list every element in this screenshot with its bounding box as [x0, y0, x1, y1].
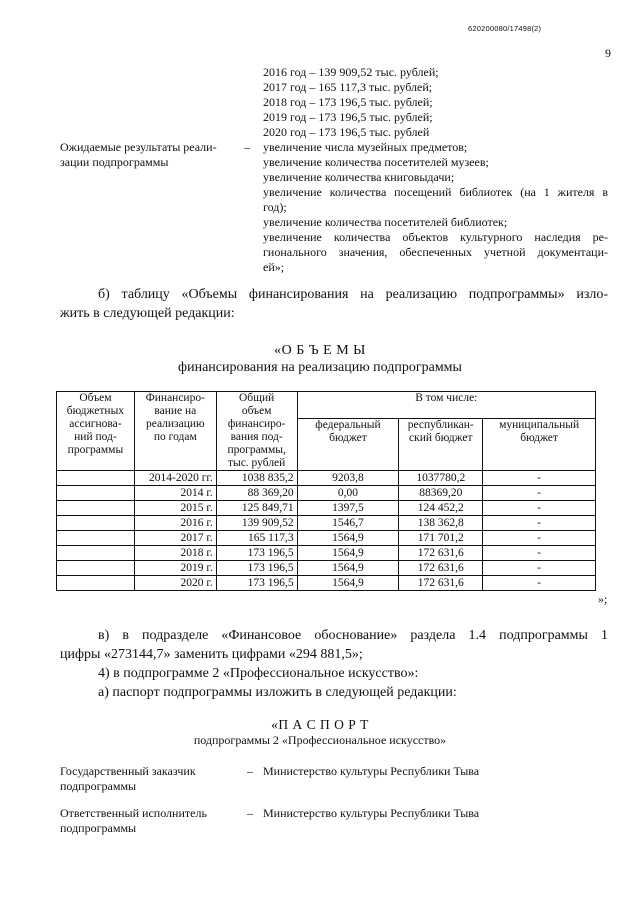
cell-period: 2020 г. [134, 576, 216, 591]
table-row [57, 471, 596, 486]
cell-empty [57, 576, 135, 591]
table-row [57, 546, 596, 561]
paragraph-a: а) паспорт подпрограммы изложить в следующей редакции: [98, 685, 457, 700]
passport-row-dash: – [247, 764, 253, 778]
cell-period: 2018 г. [134, 546, 216, 561]
cell-period: 2016 г. [134, 516, 216, 531]
cell-period: 2014-2020 гг. [134, 471, 216, 486]
cell-period: 2019 г. [134, 561, 216, 576]
result-line: год); [263, 200, 287, 214]
cell-federal: 1564,9 [297, 531, 399, 546]
cell-total: 125 849,71 [216, 501, 297, 516]
cell-regional: 138 362,8 [399, 516, 483, 531]
cell-federal: 1546,7 [297, 516, 399, 531]
table-subtitle: финансирования на реализацию подпрограммы [178, 360, 462, 375]
label-line: зации подпрограммы [60, 155, 169, 169]
header-funding-by-year: Финансиро- вание на реализацию по годам [134, 392, 216, 471]
cell-regional: 88369,20 [399, 486, 483, 501]
cell-municipal: - [483, 486, 596, 501]
table-row [57, 516, 596, 531]
cell-regional: 172 631,6 [399, 561, 483, 576]
cell-regional: 172 631,6 [399, 576, 483, 591]
expected-results-label [60, 140, 217, 170]
cell-empty [57, 546, 135, 561]
cell-federal: 1564,9 [297, 561, 399, 576]
cell-federal: 0,00 [297, 486, 399, 501]
cell-total: 173 196,5 [216, 546, 297, 561]
cell-empty [57, 516, 135, 531]
funding-year-line: 2020 год – 173 196,5 тыс. рублей [263, 125, 430, 139]
cell-period: 2017 г. [134, 531, 216, 546]
cell-municipal: - [483, 576, 596, 591]
header-municipal-budget: муниципальный бюджет [483, 418, 596, 470]
cell-municipal: - [483, 501, 596, 516]
result-line: гионального значения, обеспеченных учетной документаци- [263, 245, 608, 259]
cell-federal: 9203,8 [297, 471, 399, 486]
cell-regional: 172 631,6 [399, 546, 483, 561]
cell-empty [57, 531, 135, 546]
funding-year-line: 2017 год – 165 117,3 тыс. рублей; [263, 80, 433, 94]
cell-municipal: - [483, 546, 596, 561]
funding-years-list [263, 65, 439, 140]
passport-title: «П А С П О Р Т [271, 717, 369, 732]
paragraph-b-line2: жить в следующей редакции: [60, 306, 235, 321]
header-federal-budget: федеральный бюджет [297, 418, 399, 470]
result-line: увеличение количества посещений библиотек (на 1 жителя в [263, 185, 608, 199]
cell-municipal: - [483, 471, 596, 486]
cell-period: 2015 г. [134, 501, 216, 516]
table-row [57, 501, 596, 516]
cell-federal: 1564,9 [297, 546, 399, 561]
cell-empty [57, 486, 135, 501]
passport-subtitle: подпрограммы 2 «Профессиональное искусство» [193, 733, 447, 747]
header-total-volume: Общий объем финансиро- вания под- программы, тыс. рублей [216, 392, 297, 471]
cell-regional: 1037780,2 [399, 471, 483, 486]
cell-municipal: - [483, 531, 596, 546]
cell-empty [57, 471, 135, 486]
cell-federal: 1564,9 [297, 576, 399, 591]
page-number: 9 [605, 46, 611, 60]
passport-row-customer-value: Министерство культуры Республики Тыва [263, 764, 480, 778]
passport-row-customer-label: Государственный заказчик подпрограммы [60, 764, 196, 793]
table-row [57, 531, 596, 546]
cell-empty [57, 561, 135, 576]
passport-row-executor-value: Министерство культуры Республики Тыва [263, 806, 480, 820]
paragraph-b-line1: б) таблицу «Объемы финансирования на реализацию подпрограммы» изло- [98, 287, 608, 302]
cell-total: 139 909,52 [216, 516, 297, 531]
cell-total: 173 196,5 [216, 576, 297, 591]
result-line: увеличение числа музейных предметов; [263, 140, 468, 154]
cell-total: 1038 835,2 [216, 471, 297, 486]
cell-regional: 171 701,2 [399, 531, 483, 546]
cell-municipal: - [483, 561, 596, 576]
header-budget-allocations: Объем бюджетных ассигнова- ний под- программы [57, 392, 135, 471]
expected-results-dash: – [244, 140, 250, 154]
cell-total: 165 117,3 [216, 531, 297, 546]
funding-year-line: 2018 год – 173 196,5 тыс. рублей; [263, 95, 433, 109]
header-regional-budget: республикан- ский бюджет [399, 418, 483, 470]
passport-row-dash: – [247, 806, 253, 820]
result-line: увеличение количества посетителей библиотек; [263, 215, 508, 229]
result-line: увеличение количества объектов культурного наследия ре- [263, 230, 608, 244]
cell-total: 88 369,20 [216, 486, 297, 501]
document-id: 620200080/17498(2) [468, 24, 542, 33]
cell-period: 2014 г. [134, 486, 216, 501]
table-row [57, 576, 596, 591]
cell-empty [57, 501, 135, 516]
header-including: В том числе: [297, 392, 595, 419]
paragraph-v-line2: цифры «273144,7» заменить цифрами «294 881,5»; [60, 647, 363, 662]
label-line: Ожидаемые результаты реали- [60, 140, 217, 154]
funding-year-line: 2019 год – 173 196,5 тыс. рублей; [263, 110, 433, 124]
passport-row-executor-label: Ответственный исполнитель подпрограммы [60, 806, 207, 835]
cell-federal: 1397,5 [297, 501, 399, 516]
result-line: увеличение количества посетителей музеев; [263, 155, 489, 169]
cell-municipal: - [483, 516, 596, 531]
cell-total: 173 196,5 [216, 561, 297, 576]
cell-regional: 124 452,2 [399, 501, 483, 516]
funding-year-line: 2016 год – 139 909,52 тыс. рублей; [263, 65, 439, 79]
paragraph-v-line1: в) в подразделе «Финансовое обоснование» раздела 1.4 подпрограммы 1 [98, 628, 608, 643]
funding-table [56, 391, 596, 591]
result-line: ей»; [263, 260, 285, 274]
table-title: «О Б Ъ Е М Ы [274, 343, 366, 358]
table-row [57, 486, 596, 501]
table-closing-mark: »; [598, 592, 608, 606]
paragraph-4: 4) в подпрограмме 2 «Профессиональное искусство»: [98, 666, 419, 681]
table-row [57, 561, 596, 576]
result-line: увеличение количества книговыдачи; [263, 170, 455, 184]
